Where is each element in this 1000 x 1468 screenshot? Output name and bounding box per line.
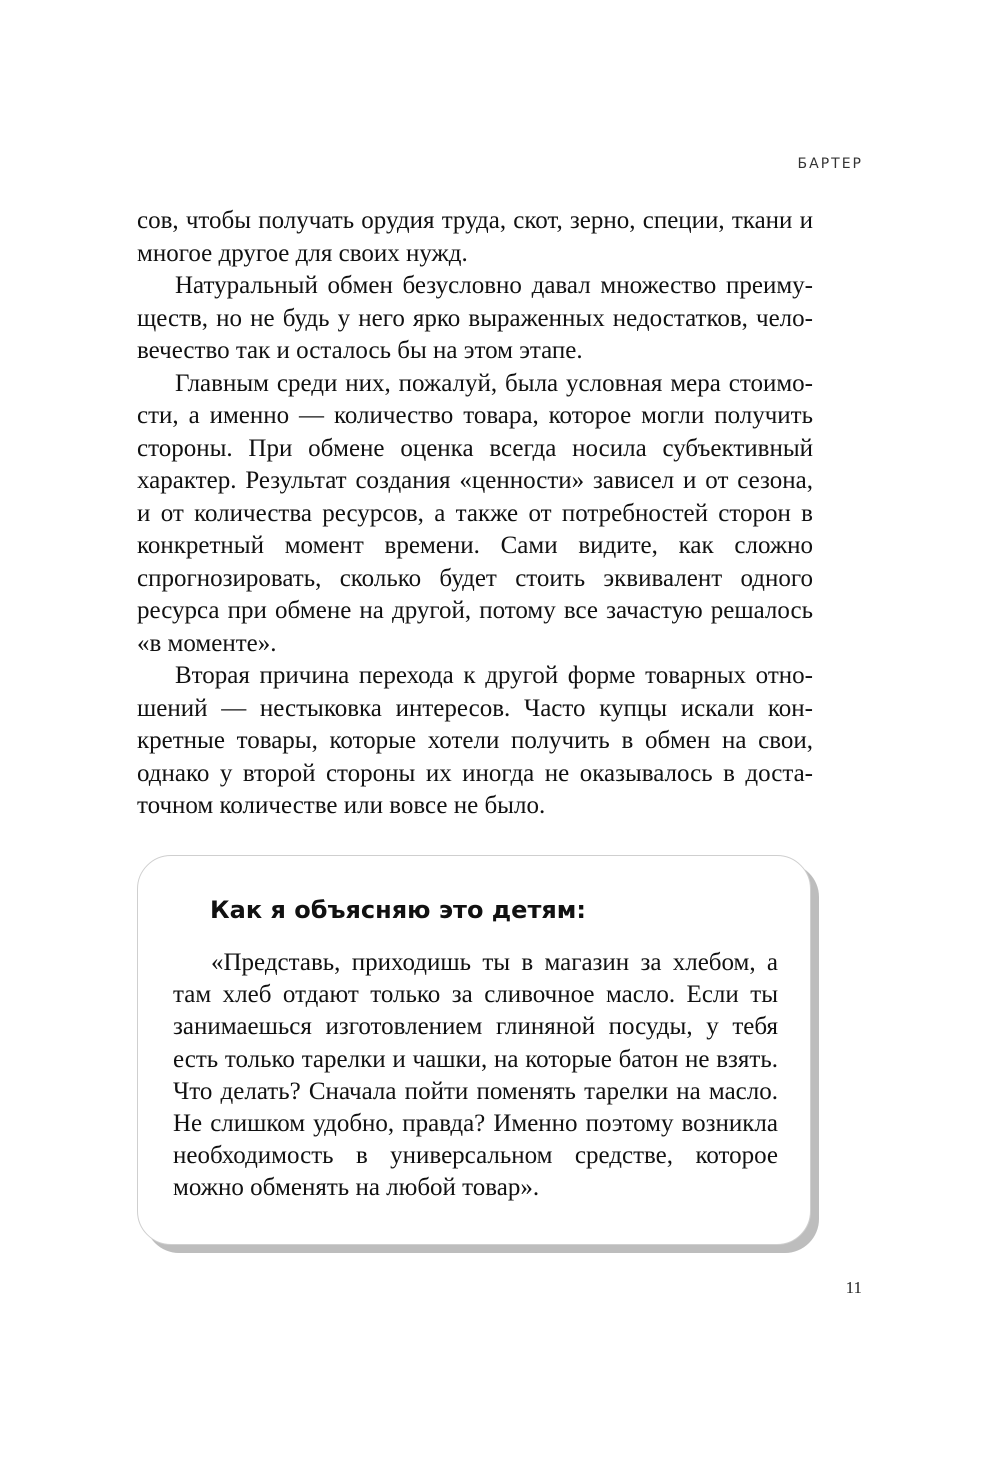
- page-number: 11: [845, 1278, 862, 1297]
- kids-explanation-callout: [137, 855, 811, 1245]
- callout-heading: Как я объясняю это детям:: [210, 896, 586, 924]
- paragraph-interest-mismatch: Вторая причина перехода к другой форме товарных отношений — нестыковка интересов. Часто купцы искали конкретные товары, которые хотели получить в обмен на свои, однако у второй стороны их иногда не оказывалось в достаточном количестве или вовсе не было.: [137, 662, 813, 819]
- paragraph-barter-advantages: Натуральный обмен безусловно давал множество преимуществ, но не будь у него ярко выраженных недостатков, человечество так и осталось бы на этом этапе.: [137, 272, 813, 364]
- paragraph-value-measure: Главным среди них, пожалуй, была условная мера стоимости, а именно — количество товара, которое могли получить стороны. При обмене оценка всегда носила субъективный характер. Результат создания «ценности» зависел и от сезона, и от количества ресурсов, а также от потребностей сторон в конкретный момент времени. Сами видите, как сложно спрогнозировать, сколько будет стоить эквивалент одного ресурса при обмене на другой, потому все зачастую решалось «в моменте».: [137, 369, 813, 657]
- body-text: [137, 205, 813, 823]
- running-head: БАРТЕР: [797, 156, 863, 172]
- callout-quote: «Представь, приходишь ты в магазин за хлебом, а там хлеб отдают только за сливочное масло. Если ты занимаешься изготовлением глиняной посуды, у тебя есть только тарелки и чашки, на которые батон не взять. Что делать? Сначала пойти поменять тарелки на масло. Не слишком удобно, правда? Именно поэтому возникла необходимость в универсальном средстве, которое можно обменять на любой товар».: [173, 949, 778, 1202]
- paragraph-continuation: сов, чтобы получать орудия труда, скот, зерно, специи, ткани и многое другое для своих нужд.: [137, 207, 813, 267]
